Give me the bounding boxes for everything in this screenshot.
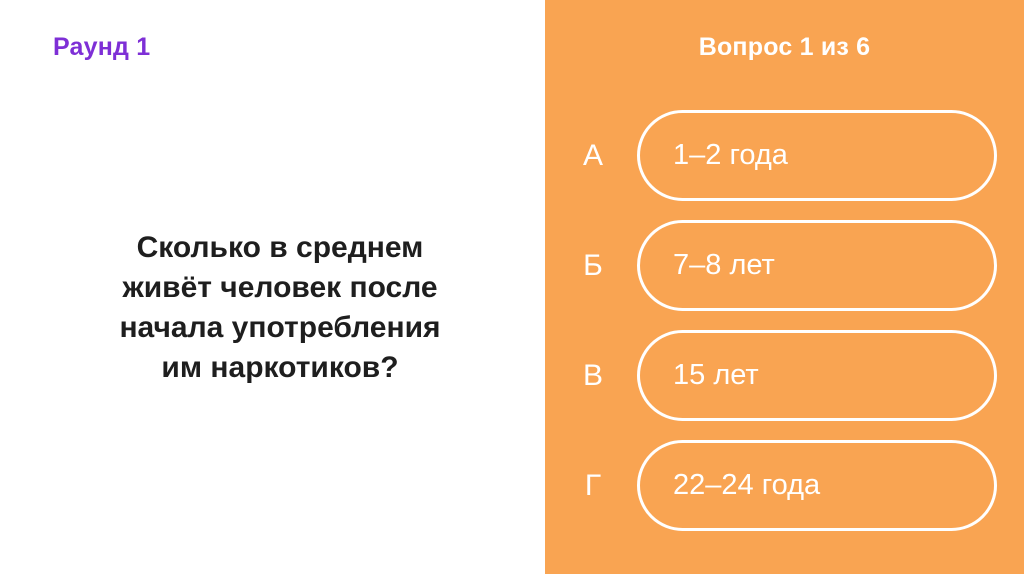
- answer-option-g: [545, 440, 1024, 531]
- answer-letter-g: Г: [584, 468, 602, 502]
- question-text: [119, 228, 440, 388]
- answer-letter-b: Б: [583, 248, 603, 282]
- answer-option-b: [545, 220, 1024, 311]
- question-line: им наркотиков?: [161, 351, 399, 384]
- answer-pill-g[interactable]: 22–24 года: [637, 440, 997, 531]
- answer-pill-a[interactable]: 1–2 года: [637, 110, 997, 201]
- question-line: Сколько в среднем: [136, 231, 424, 264]
- answer-option-v: [545, 330, 1024, 421]
- answer-letter-v: В: [582, 358, 603, 392]
- answers-panel: [545, 0, 1024, 574]
- answer-pill-b[interactable]: 7–8 лет: [637, 220, 997, 311]
- answer-option-a: [545, 110, 1024, 201]
- question-counter: Вопрос 1 из 6: [698, 33, 871, 61]
- question-line: начала употребления: [119, 311, 441, 344]
- question-line: живёт человек после: [122, 271, 438, 304]
- round-label: Раунд 1: [53, 33, 151, 61]
- answer-letter-a: А: [582, 138, 603, 172]
- answer-pill-v[interactable]: 15 лет: [637, 330, 997, 421]
